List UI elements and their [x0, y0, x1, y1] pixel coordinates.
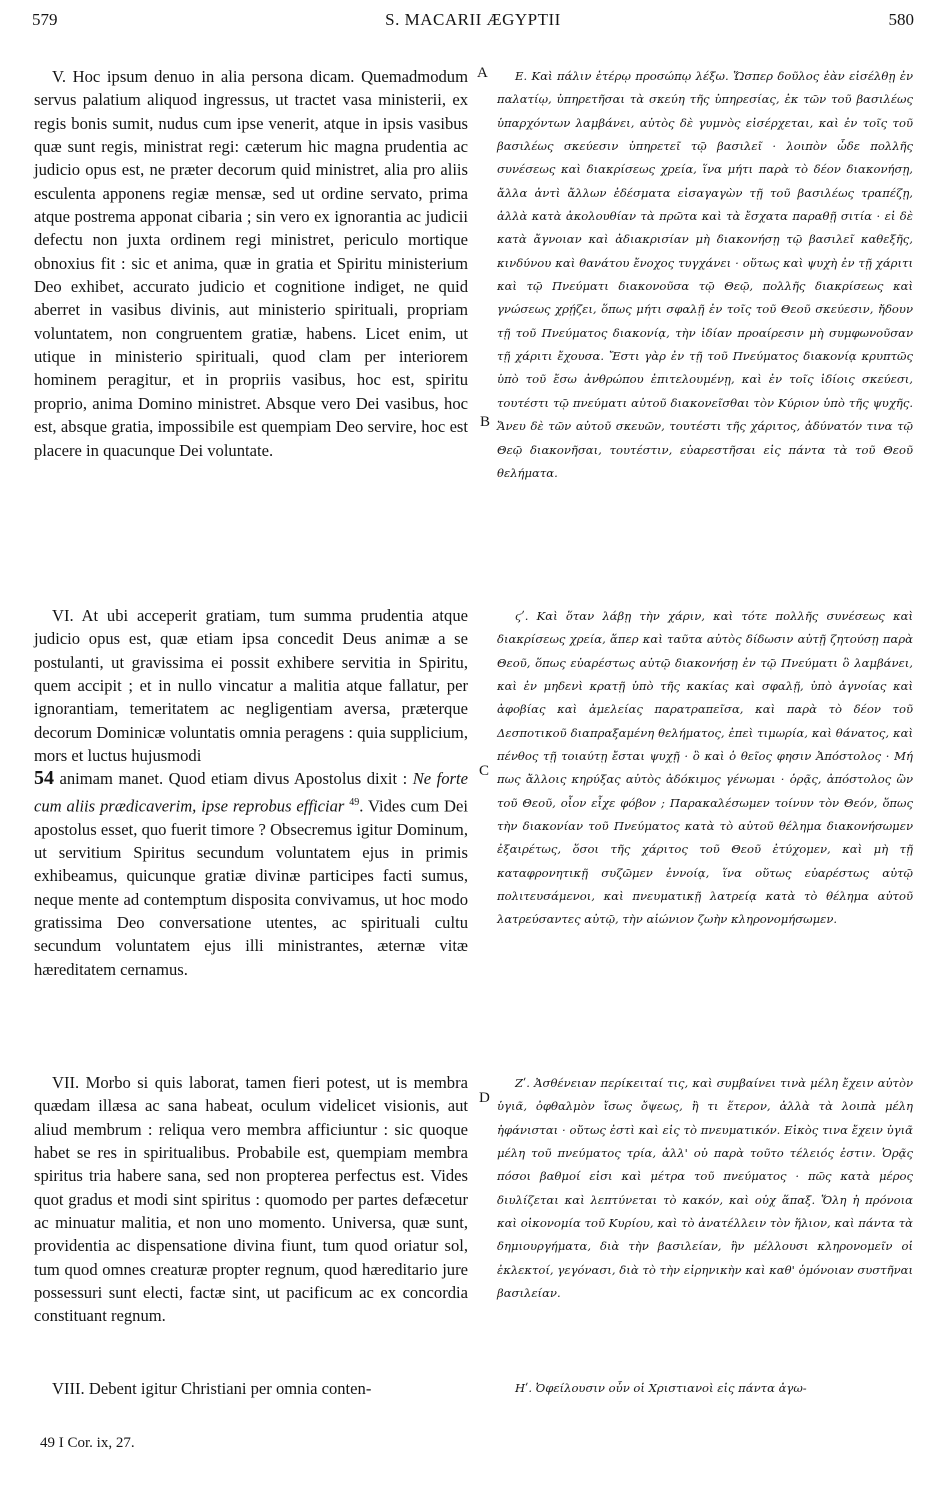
page-number-right: 580	[888, 10, 914, 29]
latin-vi-part-b: animam manet. Quod etiam divus Apostolus dixit :	[59, 769, 408, 789]
greek-column	[497, 65, 913, 1395]
latin-paragraph-vii	[34, 1071, 468, 1328]
margin-number: 54	[34, 767, 54, 790]
scripture-quote: Ne forte cum aliis prædicaverim, ipse reprobus efficiar	[34, 769, 468, 816]
greek-paragraph-e: Ε. Καὶ πάλιν ἑτέρῳ προσώπῳ λέξω. Ὥσπερ δοῦλος ἐὰν εἰσέλθῃ ἐν παλατίῳ, ὑπηρετῆσαι τὰ σκεύη τῆς ὑπηρεσίας, ἐκ τῶν τοῦ βασιλέως ὑπαρχόντων λαμβάνει, αὐτὸς δὲ γυμνὸς εἰσέρχεται, καὶ ἐν τοῖς τοῦ βασιλέως σκεύεσιν ὑπηρετεῖ τῷ βασιλεῖ · λοιπὸν ὧδε πολλῆς συνέσεως καὶ διακρίσεως χρεία, ἵνα μήτι παρὰ τὸ δέον διακονήσῃ, ἄλλα ἀντὶ ἄλλων ἐδέσματα εἰσαγαγὼν τῇ τοῦ βασιλέως τραπέζῃ, ἀλλὰ κατὰ ἀκολουθίαν τὰ πρῶτα καὶ τὰ ἔσχατα παραθῇ σιτία · εἰ δὲ κατὰ ἄγνοιαν καὶ ἀδιακρισίαν μὴ διακονήσῃ τῷ βασιλεῖ καθεξῆς, κινδύνου καὶ θανάτου ἔνοχος τυγχάνει · οὕτως καὶ ψυχὴ ἐν τῇ χάριτι καὶ τῷ Πνεύματι διακονοῦσα τῷ Θεῷ, πολλῆς διακρίσεως καὶ γνώσεως χρῄζει, ὅπως μήτι σφαλῇ ἐν τοῖς τοῦ Θεοῦ σκεύεσιν, ἤδουν τῇ τοῦ Πνεύματος διακονίᾳ, τὴν ἰδίαν προαίρεσιν μὴ συμφωνοῦσαν τῇ χάριτι ἔχουσα. Ἔστι γὰρ ἐν τῇ τοῦ Πνεύματος διακονίᾳ κρυπτῶς ὑπὸ τοῦ ἔσω ἀνθρώπου ἐπιτελουμένῃ, καὶ ἐν τοῖς ἰδίοις σκεύεσι, τουτέστι τῷ πνεύματι αὐτοῦ διακονεῖσθαι τὸν Κύριον ὑπὸ τῆς ψυχῆς. Ἄνευ δὲ τῶν αὐτοῦ σκευῶν, τουτέστι τῆς χάριτος, ἀδύνατόν τινα τῷ Θεῷ διακονῆσαι, τουτέστιν, εὐαρεστῆσαι εἰς πάντα τὰ τοῦ Θεοῦ θελήματα.	[497, 69, 913, 480]
margin-letter-d: D	[479, 1090, 490, 1106]
greek-st-text: ϛʹ. Καὶ ὅταν λάβῃ τὴν χάριν, καὶ τότε πολλῆς συνέσεως καὶ διακρίσεως χρεία, ἅπερ καὶ ταῦτα αὐτὸς δίδωσιν αὐτῇ ζητούσῃ παρὰ Θεοῦ, ὅπως εὐαρέστως αὐτῷ διακονήσῃ ἐν τῷ Πνεύματι ὃ λαμβάνει, καὶ ἐν μηδενὶ κρατῇ ὑπὸ τῆς κακίας καὶ σφαλῇ, ὑπὸ ἀγνοίας καὶ ἀφοβίας καὶ ἀμελείας παρατραπεῖσα, καὶ παρὰ τὸ δέον τοῦ Δεσποτικοῦ διαπραξαμένη θελήματος, ἐπεὶ τιμωρία, καὶ θάνατος, καὶ πένθος τῇ τοιαύτῃ ἔσται ψυχῇ · ὃ καὶ ὁ θεῖος φησιν Ἀπόστολος · Μή πως ἄλλοις κηρύξας αὐτὸς ἀδόκιμος γένωμαι · ὁρᾷς, ἀπόστολος ὢν τοῦ Θεοῦ, οἷον εἶχε φόβον ; Παρακαλέσωμεν τοίνυν τὸν Θεόν, ὅπως τὴν διακονίαν τοῦ Πνεύματος κατὰ τὸ αὐτοῦ θέλημα διακονήσωμεν ἐξαιρέτως, ὅσοι τῆς χάριτος τοῦ Θεοῦ ἐτύχομεν, καὶ μὴ τῇ καταφρονητικῇ συζῶμεν ἐννοίᾳ, ἵνα οὕτως εὐαρέστως αὐτῷ πολιτευσάμενοι, καὶ πνευματικῇ λατρείᾳ κατὰ τὸ θέλημα αὐτοῦ λατρεύσαντες αὐτῷ, τὴν αἰώνιον ζωὴν κληρονομήσωμεν.	[497, 609, 913, 927]
latin-vi-part-c: . Vides cum Dei apostolus esset, quo fuerit timore ? Obsecremus igitur Dominum, ut servitium Spiritus secundum voluntatem ejus in primis exhibeamus, quicunque gratiæ divinæ participes facti sumus, neque mente ad contemptum disposita convivamus, ut hoc modo gratissima Deo conversatione utentes, ac spirituali cultu secundum voluntatem ejus illi ministrantes, æternæ vitæ hæreditatem cernamus.	[34, 796, 468, 979]
running-title: S. MACARII ÆGYPTII	[385, 10, 561, 29]
latin-paragraph-vi	[34, 604, 468, 981]
footnote: 49 I Cor. ix, 27.	[40, 1435, 135, 1451]
latin-paragraph-viii	[34, 1377, 468, 1400]
greek-paragraph-h	[497, 1377, 913, 1400]
page-header	[32, 10, 914, 46]
margin-letter-c: C	[479, 763, 490, 779]
latin-vi-part-a: VI. At ubi acceperit gratiam, tum summa prudentia atque judicio opus est, quæ etiam ipsa concedit Deus animæ a se postulanti, ut gravissima ei possit exhibere servitia in Spiritu, quem accipit ; et in nullo vincatur a malitia atque fallatur, per ignorantiam, temeritatem ac negligentiam aversa, præterque decorum Dominicæ voluntatis omnia peragens : quia supplicium, mors et luctus hujusmodi	[34, 606, 468, 766]
latin-vii-text: VII. Morbo si quis laborat, tamen fieri potest, ut is membra quædam illæsa ac sana habeat, oculum videlicet visionis, aut aliud membrum : reliqua vero membra afficiuntur : sic quoque habet se res in spiritualibus. Probabile est, quempiam membra spiritus tria habere sana, sed non propterea perfectus est. Vides quot gradus et modi sint spiritus : quomodo per partes defæcetur ac minuatur malitia, et non uno momento. Universa, quæ sunt, providentia ac dispensatione divina fiunt, tum quod oriatur sol, tum quod omnes creaturæ propter regnum, quod hæreditario jure possessuri sunt electi, factæ sint, ut pacificum ac ex concordia constituant regnum.	[34, 1073, 468, 1326]
latin-paragraph-v: V. Hoc ipsum denuo in alia persona dicam. Quemadmodum servus palatium aliquod ingressus, ut tractet vasa ministerii, ex regis bonis sumit, nudus cum ipse venerit, atque in ipsis vasibus quæ sunt regis, ministrat regi: cæterum hic magna prudentia ac judicio opus est, ne præter decorum quid ministret, alia pro aliis esculenta apponens regiæ mensæ, sed ut ordine servato, prima atque postrema apponat cibaria ; sin vero ex ignorantia ac judicii defectu non juxta ordinem regi ministret, periculo mortique obnoxius fit : sic et anima, quæ in gratia et Spiritu ministerium Deo exhibet, accurato judicio et cognitione indiget, ne quid aberret in vasibus divinis, aut ministerio spirituali, propriam voluntatem, non congruentem gratiæ, habens. Licet enim, ut utique in ministerio spirituali, quod clam per interiorem hominem peragitur, et in propriis vasibus, hoc est, spiritu proprio, anima Domino ministret. Absque vero Dei vasibus, hoc est, absque gratia, impossibile est quempiam Deo servire, hoc est placere in quacunque Dei voluntate.	[34, 67, 468, 460]
footnote-ref[interactable]: 49	[349, 796, 360, 808]
greek-paragraph-st	[497, 605, 913, 932]
latin-viii-text: VIII. Debent igitur Christiani per omnia conten-	[52, 1379, 372, 1398]
latin-column	[34, 65, 468, 1398]
page-number-left: 579	[32, 10, 58, 29]
margin-letter-a: A	[477, 65, 488, 81]
margin-letter-b: B	[480, 414, 491, 430]
greek-paragraph-z	[497, 1072, 913, 1305]
greek-h-text: Ηʹ. Ὀφείλουσιν οὖν οἱ Χριστιανοὶ εἰς πάντα ἀγω-	[515, 1381, 807, 1395]
greek-z-text: Ζʹ. Ἀσθένειαν περίκειταί τις, καὶ συμβαίνει τινὰ μέλη ἔχειν αὐτὸν ὑγιᾶ, ὀφθαλμὸν ἴσως ὄψεως, ἢ τι ἕτερον, ἀλλὰ τὰ λοιπὰ μέλη ἠφάνισται · οὕτως ἐστὶ καὶ εἰς τὸ πνευματικόν. Εἰκὸς τινα ἔχειν ὑγιᾶ μέλη τοῦ πνεύματος τρία, ἀλλ' οὐ παρὰ τοῦτο τέλειός ἐστιν. Ὁρᾷς πόσοι βαθμοί εἰσι καὶ μέτρα τοῦ πνεύματος · πῶς κατὰ μέρος διυλίζεται καὶ λεπτύνεται τὸ κακόν, καὶ οὐχ ἅπαξ. Ὅλη ἡ πρόνοια καὶ οἰκονομία τοῦ Κυρίου, καὶ τὸ ἀνατέλλειν τὸν ἥλιον, καὶ πάντα τὰ δημιουργήματα, διὰ τὴν βασιλείαν, ἣν μέλλουσι κληρονομεῖν οἱ ἐκλεκτοί, γεγόνασι, διὰ τὸ τὴν εἰρηνικὴν καὶ καθ' ὁμόνοιαν συστῆναι βασιλείαν.	[497, 1076, 913, 1301]
